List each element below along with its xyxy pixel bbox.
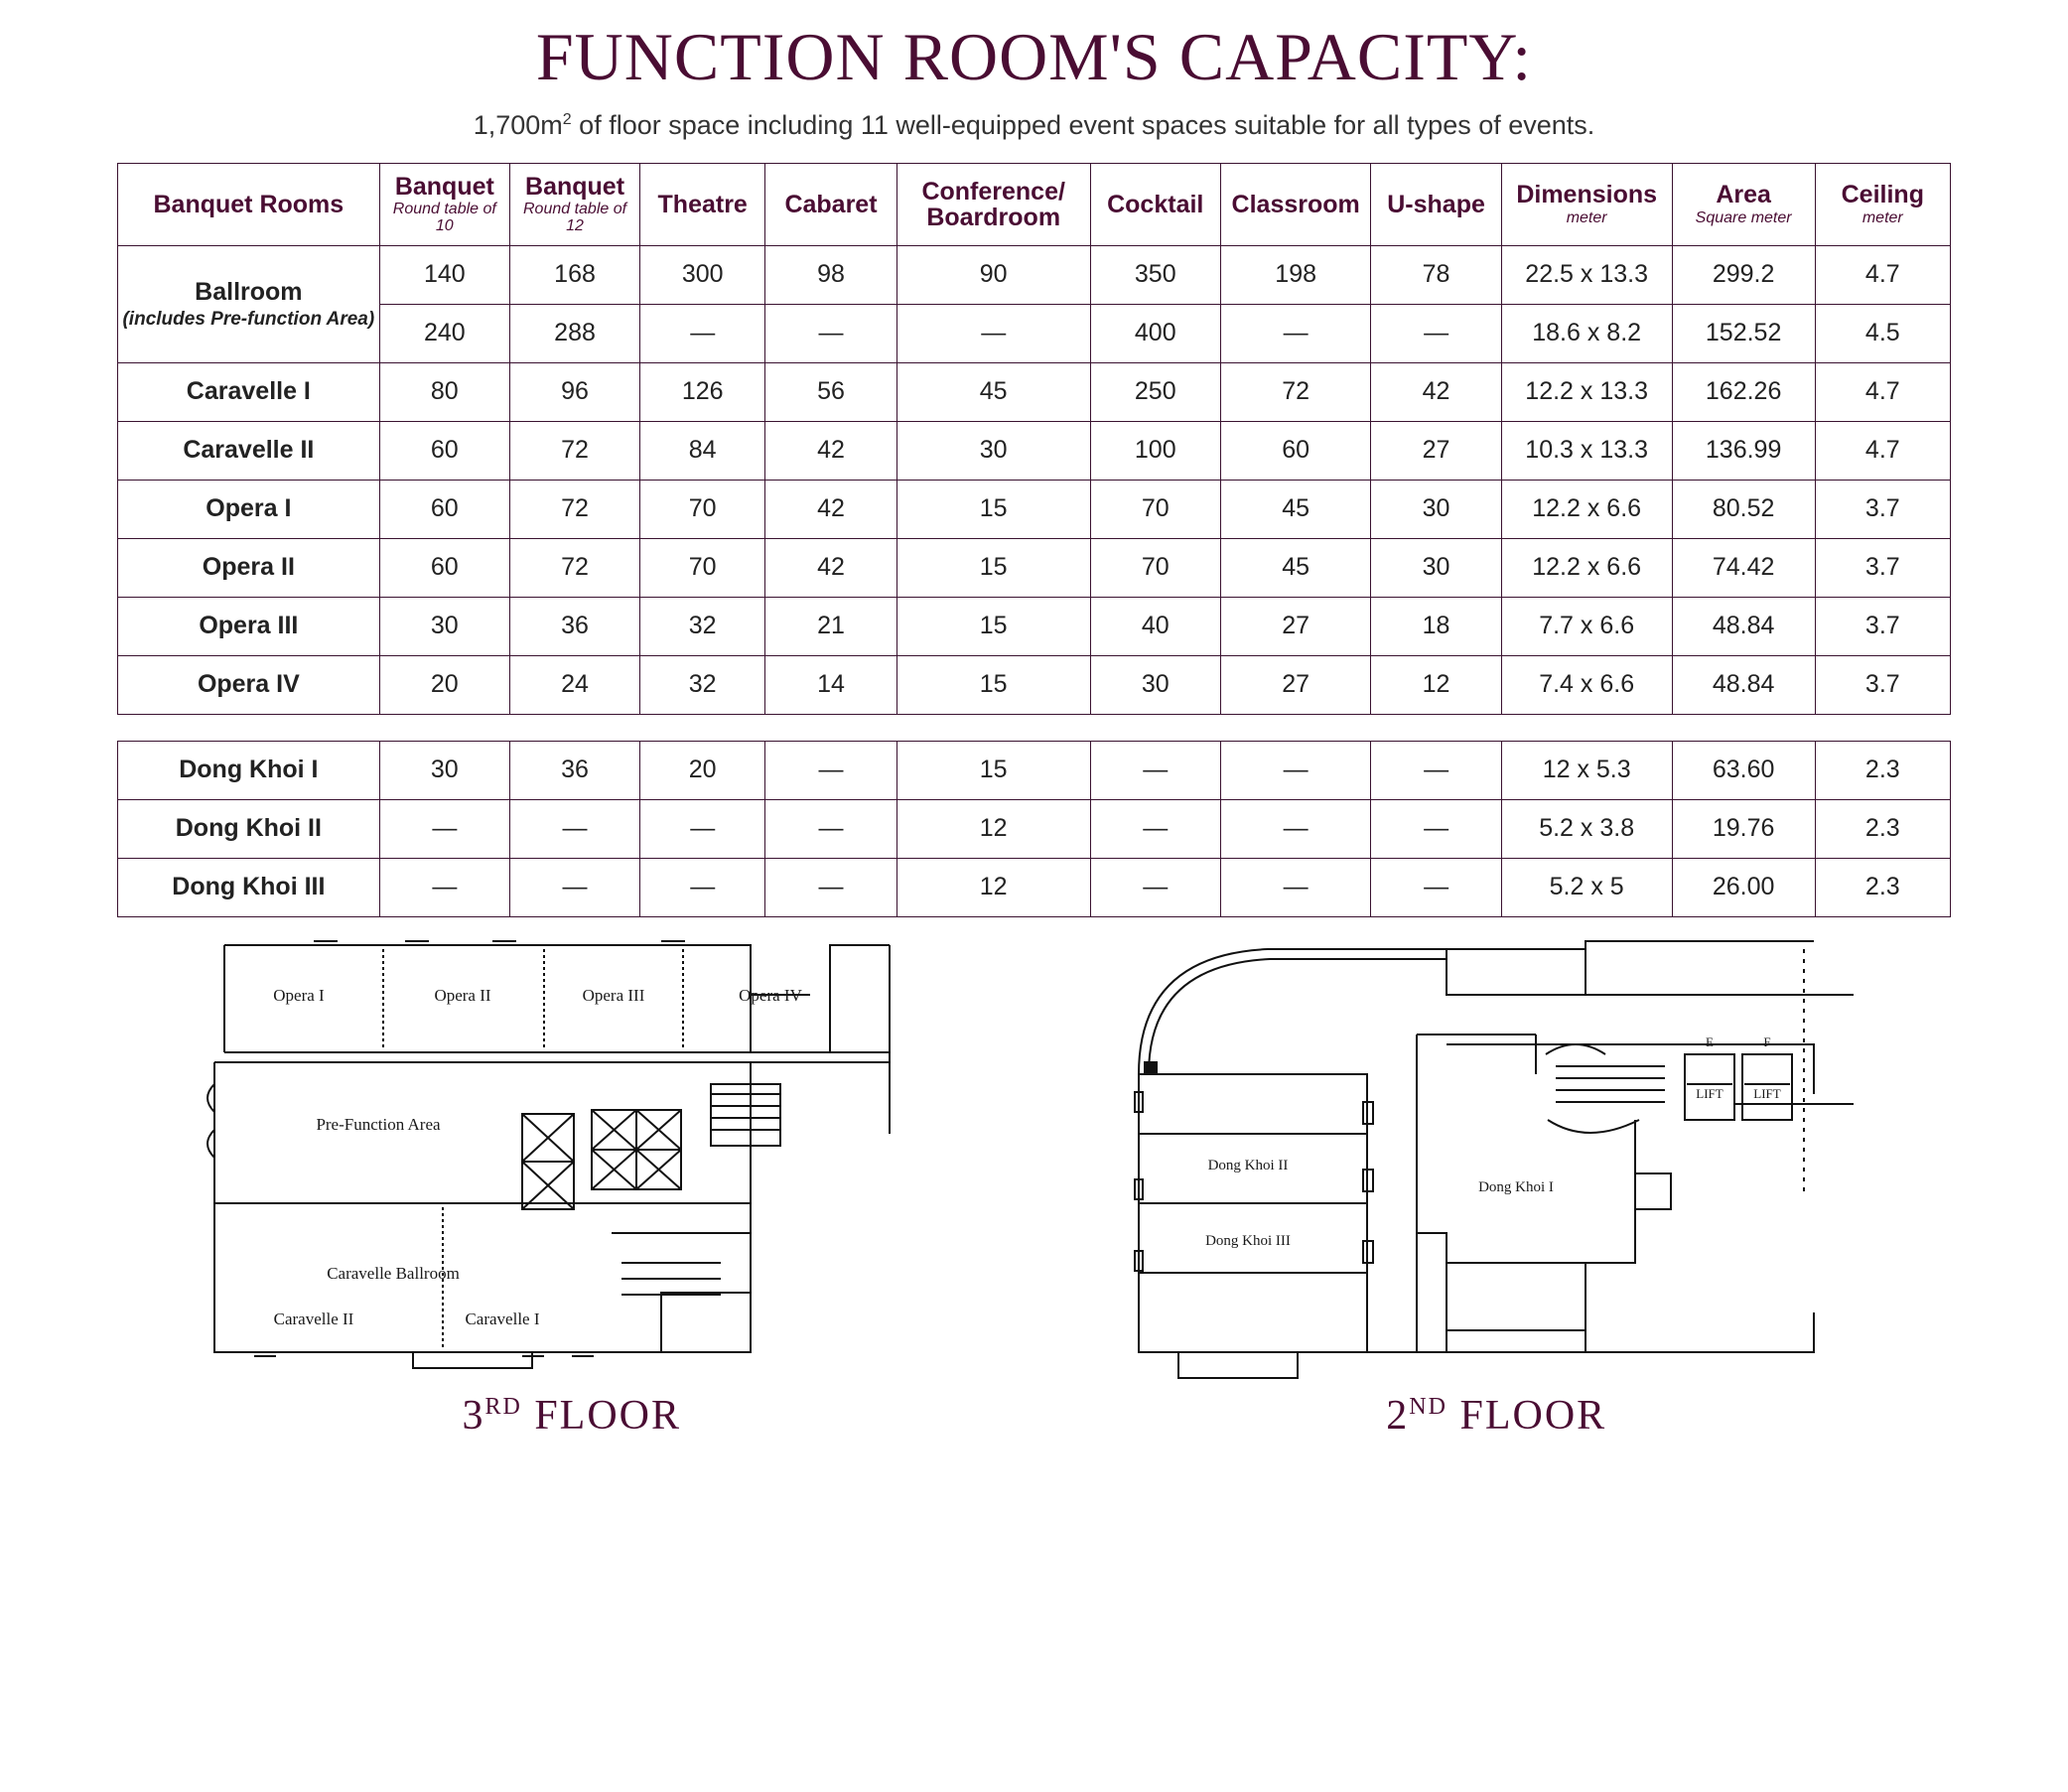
table-cell: 26.00 <box>1672 858 1815 916</box>
room-name-cell <box>118 421 380 480</box>
table-cell: 84 <box>640 421 765 480</box>
table-cell: 5.2 x 5 <box>1501 858 1672 916</box>
table-cell: 63.60 <box>1672 741 1815 799</box>
table-cell: — <box>640 799 765 858</box>
page-subtitle <box>0 110 2068 141</box>
table-cell: 48.84 <box>1672 597 1815 655</box>
subtitle-pre: 1,700m <box>473 110 563 140</box>
column-header-label: U-shape <box>1387 190 1485 218</box>
table-cell: 45 <box>896 362 1090 421</box>
table-cell: — <box>1090 858 1220 916</box>
table-cell: 4.7 <box>1815 362 1950 421</box>
room-name: Caravelle II <box>183 436 315 465</box>
table-header-row <box>118 164 1951 246</box>
column-header-ushape <box>1371 164 1501 246</box>
column-header-label: Ceiling <box>1841 181 1924 209</box>
table-cell: 70 <box>640 480 765 538</box>
table-cell: 48.84 <box>1672 655 1815 714</box>
table-cell: 136.99 <box>1672 421 1815 480</box>
table-cell: 45 <box>1220 538 1371 597</box>
table-cell: 60 <box>379 538 509 597</box>
table-cell: 18.6 x 8.2 <box>1501 304 1672 362</box>
table-cell: 400 <box>1090 304 1220 362</box>
page-title: FUNCTION ROOM'S CAPACITY: <box>535 19 1533 94</box>
table-cell: 198 <box>1220 245 1371 304</box>
plan-label-opera-1: Opera I <box>273 985 325 1005</box>
table-cell: 20 <box>379 655 509 714</box>
floor-ordinal: RD <box>484 1393 522 1420</box>
table-cell: 60 <box>1220 421 1371 480</box>
table-cell: 72 <box>1220 362 1371 421</box>
table-cell: — <box>765 304 896 362</box>
plan-label-opera-2: Opera II <box>434 985 491 1005</box>
table-row <box>118 538 1951 597</box>
table-cell: 27 <box>1220 655 1371 714</box>
table-cell: 4.5 <box>1815 304 1950 362</box>
table-cell: 70 <box>1090 480 1220 538</box>
column-header-label: Cocktail <box>1107 190 1204 218</box>
table-cell: 30 <box>1371 538 1501 597</box>
plan-label-dong-khoi-3: Dong Khoi III <box>1205 1232 1292 1249</box>
column-header-label: Dimensions <box>1516 181 1658 209</box>
table-cell: 72 <box>509 421 639 480</box>
floor-label-second <box>1052 1392 1940 1440</box>
table-cell: — <box>765 858 896 916</box>
table-cell: — <box>1090 799 1220 858</box>
table-cell: 80 <box>379 362 509 421</box>
plan-label-caravelle-1: Caravelle I <box>465 1309 540 1328</box>
table-cell: — <box>765 741 896 799</box>
column-header-label: Cabaret <box>784 190 878 218</box>
table-cell: 12.2 x 6.6 <box>1501 480 1672 538</box>
table-cell: 74.42 <box>1672 538 1815 597</box>
room-name-cell <box>118 245 380 362</box>
column-header-banquet12 <box>509 164 639 246</box>
room-name: Caravelle I <box>186 377 311 406</box>
table-cell: 98 <box>765 245 896 304</box>
room-name: Opera III <box>199 612 299 640</box>
room-name-cell <box>118 480 380 538</box>
room-name: Opera IV <box>197 670 300 699</box>
table-cell: 42 <box>765 421 896 480</box>
column-header-sublabel: Round table of 10 <box>392 201 496 235</box>
column-header-classroom <box>1220 164 1371 246</box>
room-name: Dong Khoi II <box>175 814 322 843</box>
table-cell: 162.26 <box>1672 362 1815 421</box>
table-row <box>118 799 1951 858</box>
column-header-label: Banquet Rooms <box>153 190 345 218</box>
floor-plans <box>0 935 2068 1440</box>
table-cell: — <box>379 858 509 916</box>
table-cell: 80.52 <box>1672 480 1815 538</box>
table-row <box>118 421 1951 480</box>
table-cell: 70 <box>1090 538 1220 597</box>
floor-word: FLOOR <box>1459 1392 1607 1439</box>
room-name-note: (includes Pre-function Area) <box>122 308 375 330</box>
subtitle-superscript: 2 <box>562 111 572 128</box>
column-header-sublabel: meter <box>1861 208 1903 226</box>
table-cell: — <box>509 858 639 916</box>
floor-plan-second-drawing <box>1119 935 1873 1382</box>
floor-plan-second <box>1052 935 1940 1440</box>
table-cell: — <box>1371 741 1501 799</box>
table-cell: 14 <box>765 655 896 714</box>
table-row <box>118 245 1951 304</box>
table-cell: 21 <box>765 597 896 655</box>
table-cell: — <box>1090 741 1220 799</box>
column-header-label: Classroom <box>1231 190 1360 218</box>
table-cell: — <box>640 304 765 362</box>
table-cell: 30 <box>1090 655 1220 714</box>
table-cell: 3.7 <box>1815 597 1950 655</box>
table-cell: 96 <box>509 362 639 421</box>
room-name-cell <box>118 799 380 858</box>
capacity-table-wrapper <box>0 163 2068 917</box>
table-cell: — <box>1220 799 1371 858</box>
room-name-cell <box>118 597 380 655</box>
table-cell: 100 <box>1090 421 1220 480</box>
table-cell: 2.3 <box>1815 741 1950 799</box>
table-cell: 30 <box>1371 480 1501 538</box>
table-header <box>118 164 1951 246</box>
floor-label-third <box>128 1392 1016 1440</box>
plan-label-opera-3: Opera III <box>582 985 645 1005</box>
table-body-secondary <box>118 741 1951 916</box>
column-header-theatre <box>640 164 765 246</box>
column-header-banquet10 <box>379 164 509 246</box>
table-cell: 36 <box>509 597 639 655</box>
table-cell: — <box>640 858 765 916</box>
table-cell: 18 <box>1371 597 1501 655</box>
table-cell: 3.7 <box>1815 655 1950 714</box>
plan-label-dong-khoi-2: Dong Khoi II <box>1207 1157 1289 1173</box>
floor-plan-third-drawing <box>195 935 949 1382</box>
table-cell: 3.7 <box>1815 480 1950 538</box>
floor-word: FLOOR <box>534 1392 682 1439</box>
table-cell: 168 <box>509 245 639 304</box>
table-cell: 70 <box>640 538 765 597</box>
capacity-table-secondary <box>117 741 1951 917</box>
table-cell: 350 <box>1090 245 1220 304</box>
table-cell: 288 <box>509 304 639 362</box>
table-cell: 60 <box>379 421 509 480</box>
table-row <box>118 741 1951 799</box>
room-name: Ballroom <box>195 277 303 306</box>
room-name-cell <box>118 655 380 714</box>
table-cell: 45 <box>1220 480 1371 538</box>
table-cell: — <box>1371 799 1501 858</box>
column-header-cocktail <box>1090 164 1220 246</box>
column-header-label: Conference/ Boardroom <box>921 177 1065 231</box>
table-row <box>118 655 1951 714</box>
table-cell: 15 <box>896 480 1090 538</box>
table-cell: 12 x 5.3 <box>1501 741 1672 799</box>
column-header-sublabel: Square meter <box>1695 208 1792 226</box>
table-cell: 152.52 <box>1672 304 1815 362</box>
table-cell: 27 <box>1220 597 1371 655</box>
table-cell: 140 <box>379 245 509 304</box>
table-cell: 42 <box>765 538 896 597</box>
table-cell: 240 <box>379 304 509 362</box>
table-body-main <box>118 245 1951 714</box>
table-cell: 40 <box>1090 597 1220 655</box>
table-cell: 24 <box>509 655 639 714</box>
plan-label-lift-f: LIFT <box>1753 1085 1781 1101</box>
room-name: Opera II <box>202 553 295 582</box>
room-name: Dong Khoi III <box>172 873 326 901</box>
table-row <box>118 597 1951 655</box>
table-cell: 42 <box>765 480 896 538</box>
table-row <box>118 858 1951 916</box>
table-cell: — <box>1371 304 1501 362</box>
floor-ordinal: ND <box>1409 1393 1448 1420</box>
table-row <box>118 362 1951 421</box>
room-name-cell <box>118 538 380 597</box>
table-cell: 12 <box>896 858 1090 916</box>
table-cell: 7.4 x 6.6 <box>1501 655 1672 714</box>
table-gap <box>117 715 1951 741</box>
table-cell: 7.7 x 6.6 <box>1501 597 1672 655</box>
table-cell: 5.2 x 3.8 <box>1501 799 1672 858</box>
capacity-table-main <box>117 163 1951 715</box>
table-row <box>118 480 1951 538</box>
table-cell: 78 <box>1371 245 1501 304</box>
table-cell: 15 <box>896 741 1090 799</box>
floor-number: 3 <box>462 1392 485 1439</box>
table-cell: 250 <box>1090 362 1220 421</box>
column-header-sublabel: Round table of 12 <box>522 201 627 235</box>
column-header-rooms <box>118 164 380 246</box>
table-cell: 3.7 <box>1815 538 1950 597</box>
table-cell: 32 <box>640 655 765 714</box>
column-header-label: Banquet <box>394 173 494 201</box>
room-name: Opera I <box>206 494 292 523</box>
room-name: Dong Khoi I <box>179 756 319 784</box>
table-cell: 126 <box>640 362 765 421</box>
plan-label-lift-e: LIFT <box>1696 1085 1723 1101</box>
column-header-cabaret <box>765 164 896 246</box>
capacity-sheet <box>0 18 2068 1792</box>
plan-label-e: E <box>1706 1034 1715 1049</box>
room-name-cell <box>118 362 380 421</box>
table-cell: 56 <box>765 362 896 421</box>
column-header-label: Theatre <box>657 190 748 218</box>
table-cell: 72 <box>509 480 639 538</box>
table-cell: 2.3 <box>1815 858 1950 916</box>
table-cell: 42 <box>1371 362 1501 421</box>
table-cell: 27 <box>1371 421 1501 480</box>
plan-label-dong-khoi-1: Dong Khoi I <box>1478 1178 1555 1195</box>
table-cell: 32 <box>640 597 765 655</box>
table-cell: 12 <box>1371 655 1501 714</box>
table-cell: 36 <box>509 741 639 799</box>
subtitle-post: of floor space including 11 well-equipped event spaces suitable for all types of events. <box>571 110 1595 140</box>
table-cell: — <box>1220 304 1371 362</box>
column-header-label: Area <box>1716 181 1771 209</box>
table-cell: 12.2 x 6.6 <box>1501 538 1672 597</box>
table-cell: 30 <box>896 421 1090 480</box>
plan-label-f: F <box>1763 1034 1771 1049</box>
table-cell: 15 <box>896 597 1090 655</box>
table-cell: 12.2 x 13.3 <box>1501 362 1672 421</box>
table-cell: 2.3 <box>1815 799 1950 858</box>
table-cell: — <box>1220 741 1371 799</box>
table-cell: 10.3 x 13.3 <box>1501 421 1672 480</box>
column-header-area <box>1672 164 1815 246</box>
column-header-label: Banquet <box>525 173 625 201</box>
table-cell: 15 <box>896 655 1090 714</box>
table-cell: 4.7 <box>1815 245 1950 304</box>
table-cell: 12 <box>896 799 1090 858</box>
column-header-conference <box>896 164 1090 246</box>
column-header-sublabel: meter <box>1566 208 1607 226</box>
table-row <box>118 304 1951 362</box>
floor-plan-third <box>128 935 1016 1440</box>
table-cell: 299.2 <box>1672 245 1815 304</box>
plan-label-caravelle-ballroom: Caravelle Ballroom <box>326 1263 460 1283</box>
table-cell: 20 <box>640 741 765 799</box>
table-cell: — <box>896 304 1090 362</box>
room-name-cell <box>118 858 380 916</box>
table-cell: 30 <box>379 741 509 799</box>
plan-label-pre-function: Pre-Function Area <box>316 1114 441 1134</box>
table-cell: 90 <box>896 245 1090 304</box>
table-cell: 22.5 x 13.3 <box>1501 245 1672 304</box>
table-cell: 15 <box>896 538 1090 597</box>
table-cell: 300 <box>640 245 765 304</box>
table-cell: — <box>379 799 509 858</box>
table-cell: — <box>765 799 896 858</box>
table-cell: 30 <box>379 597 509 655</box>
table-cell: 4.7 <box>1815 421 1950 480</box>
column-header-dimensions <box>1501 164 1672 246</box>
column-header-ceiling <box>1815 164 1950 246</box>
table-cell: 60 <box>379 480 509 538</box>
table-cell: — <box>509 799 639 858</box>
plan-label-opera-4: Opera IV <box>738 985 802 1005</box>
table-cell: 72 <box>509 538 639 597</box>
table-cell: 19.76 <box>1672 799 1815 858</box>
floor-number: 2 <box>1386 1392 1410 1439</box>
room-name-cell <box>118 741 380 799</box>
table-cell: — <box>1371 858 1501 916</box>
plan-label-caravelle-2: Caravelle II <box>273 1309 354 1328</box>
table-cell: — <box>1220 858 1371 916</box>
